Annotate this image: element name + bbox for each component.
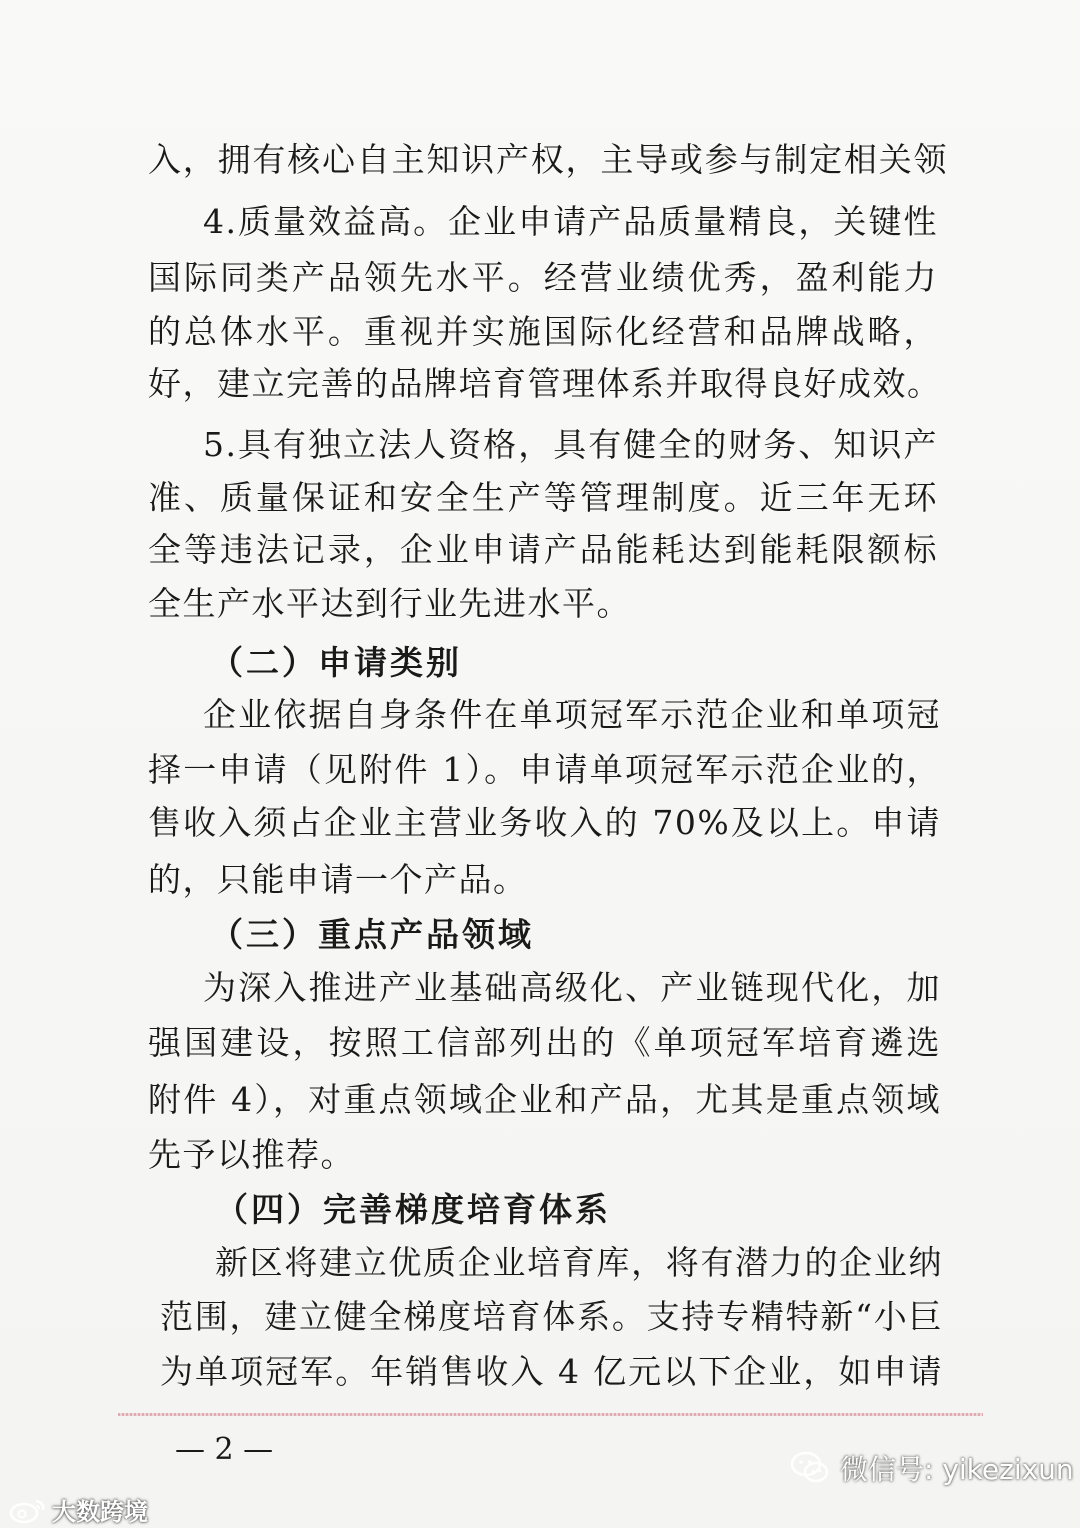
page-number: — 2 — <box>175 1432 274 1467</box>
text-line: 企业依据自身条件在单项冠军示范企业和单项冠 <box>203 695 941 734</box>
text-line: 5.具有独立法人资格，具有健全的财务、知识产 <box>203 425 938 464</box>
text-line: 国际同类产品领先水平。经营业绩优秀，盈利能力 <box>148 258 938 297</box>
text-line: 好，建立完善的品牌培育管理体系并取得良好成效。 <box>148 364 942 403</box>
text-line: 附件 4），对重点领域企业和产品，尤其是重点领域 <box>148 1080 941 1119</box>
text-line: 为深入推进产业基础高级化、产业链现代化，加 <box>203 968 941 1007</box>
text-line: 为单项冠军。年销售收入 4 亿元以下企业，如申请 <box>160 1352 943 1391</box>
text-line: 强国建设，按照工信部列出的《单项冠军培育遴选 <box>148 1023 941 1062</box>
text-line: 售收入须占企业主营业务收入的 70%及以上。申请 <box>148 803 941 842</box>
brand-label: 大数跨境 <box>52 1498 148 1526</box>
text-line: 的，只能申请一个产品。 <box>148 860 528 899</box>
text-line: 4.质量效益高。企业申请产品质量精良，关键性 <box>203 202 938 241</box>
text-line: 入，拥有核心自主知识产权，主导或参与制定相关领 <box>148 140 948 179</box>
text-line: 全生产水平达到行业先进水平。 <box>148 584 631 623</box>
weibo-icon <box>8 1496 48 1524</box>
text-line: 范围，建立健全梯度培育体系。支持专精特新“小巨 <box>160 1297 943 1336</box>
text-line: 新区将建立优质企业培育库，将有潜力的企业纳 <box>215 1243 943 1282</box>
wechat-watermark <box>790 1448 1074 1488</box>
section-heading: （三）重点产品领域 <box>210 915 534 954</box>
text-line: 准、质量保证和安全生产等管理制度。近三年无环 <box>148 478 938 517</box>
text-line: 先予以推荐。 <box>148 1135 355 1174</box>
section-heading: （二）申请类别 <box>210 643 462 682</box>
brand-watermark <box>8 1492 148 1527</box>
text-line: 全等违法记录，企业申请产品能耗达到能耗限额标 <box>148 530 938 569</box>
wechat-icon <box>790 1450 830 1486</box>
wechat-account-label: 微信号: yikezixun <box>840 1453 1074 1486</box>
section-heading: （四）完善梯度培育体系 <box>215 1190 611 1229</box>
text-line: 择一申请（见附件 1）。申请单项冠军示范企业的， <box>148 750 941 789</box>
text-line: 的总体水平。重视并实施国际化经营和品牌战略， <box>148 312 938 351</box>
footer-rule <box>118 1413 983 1416</box>
